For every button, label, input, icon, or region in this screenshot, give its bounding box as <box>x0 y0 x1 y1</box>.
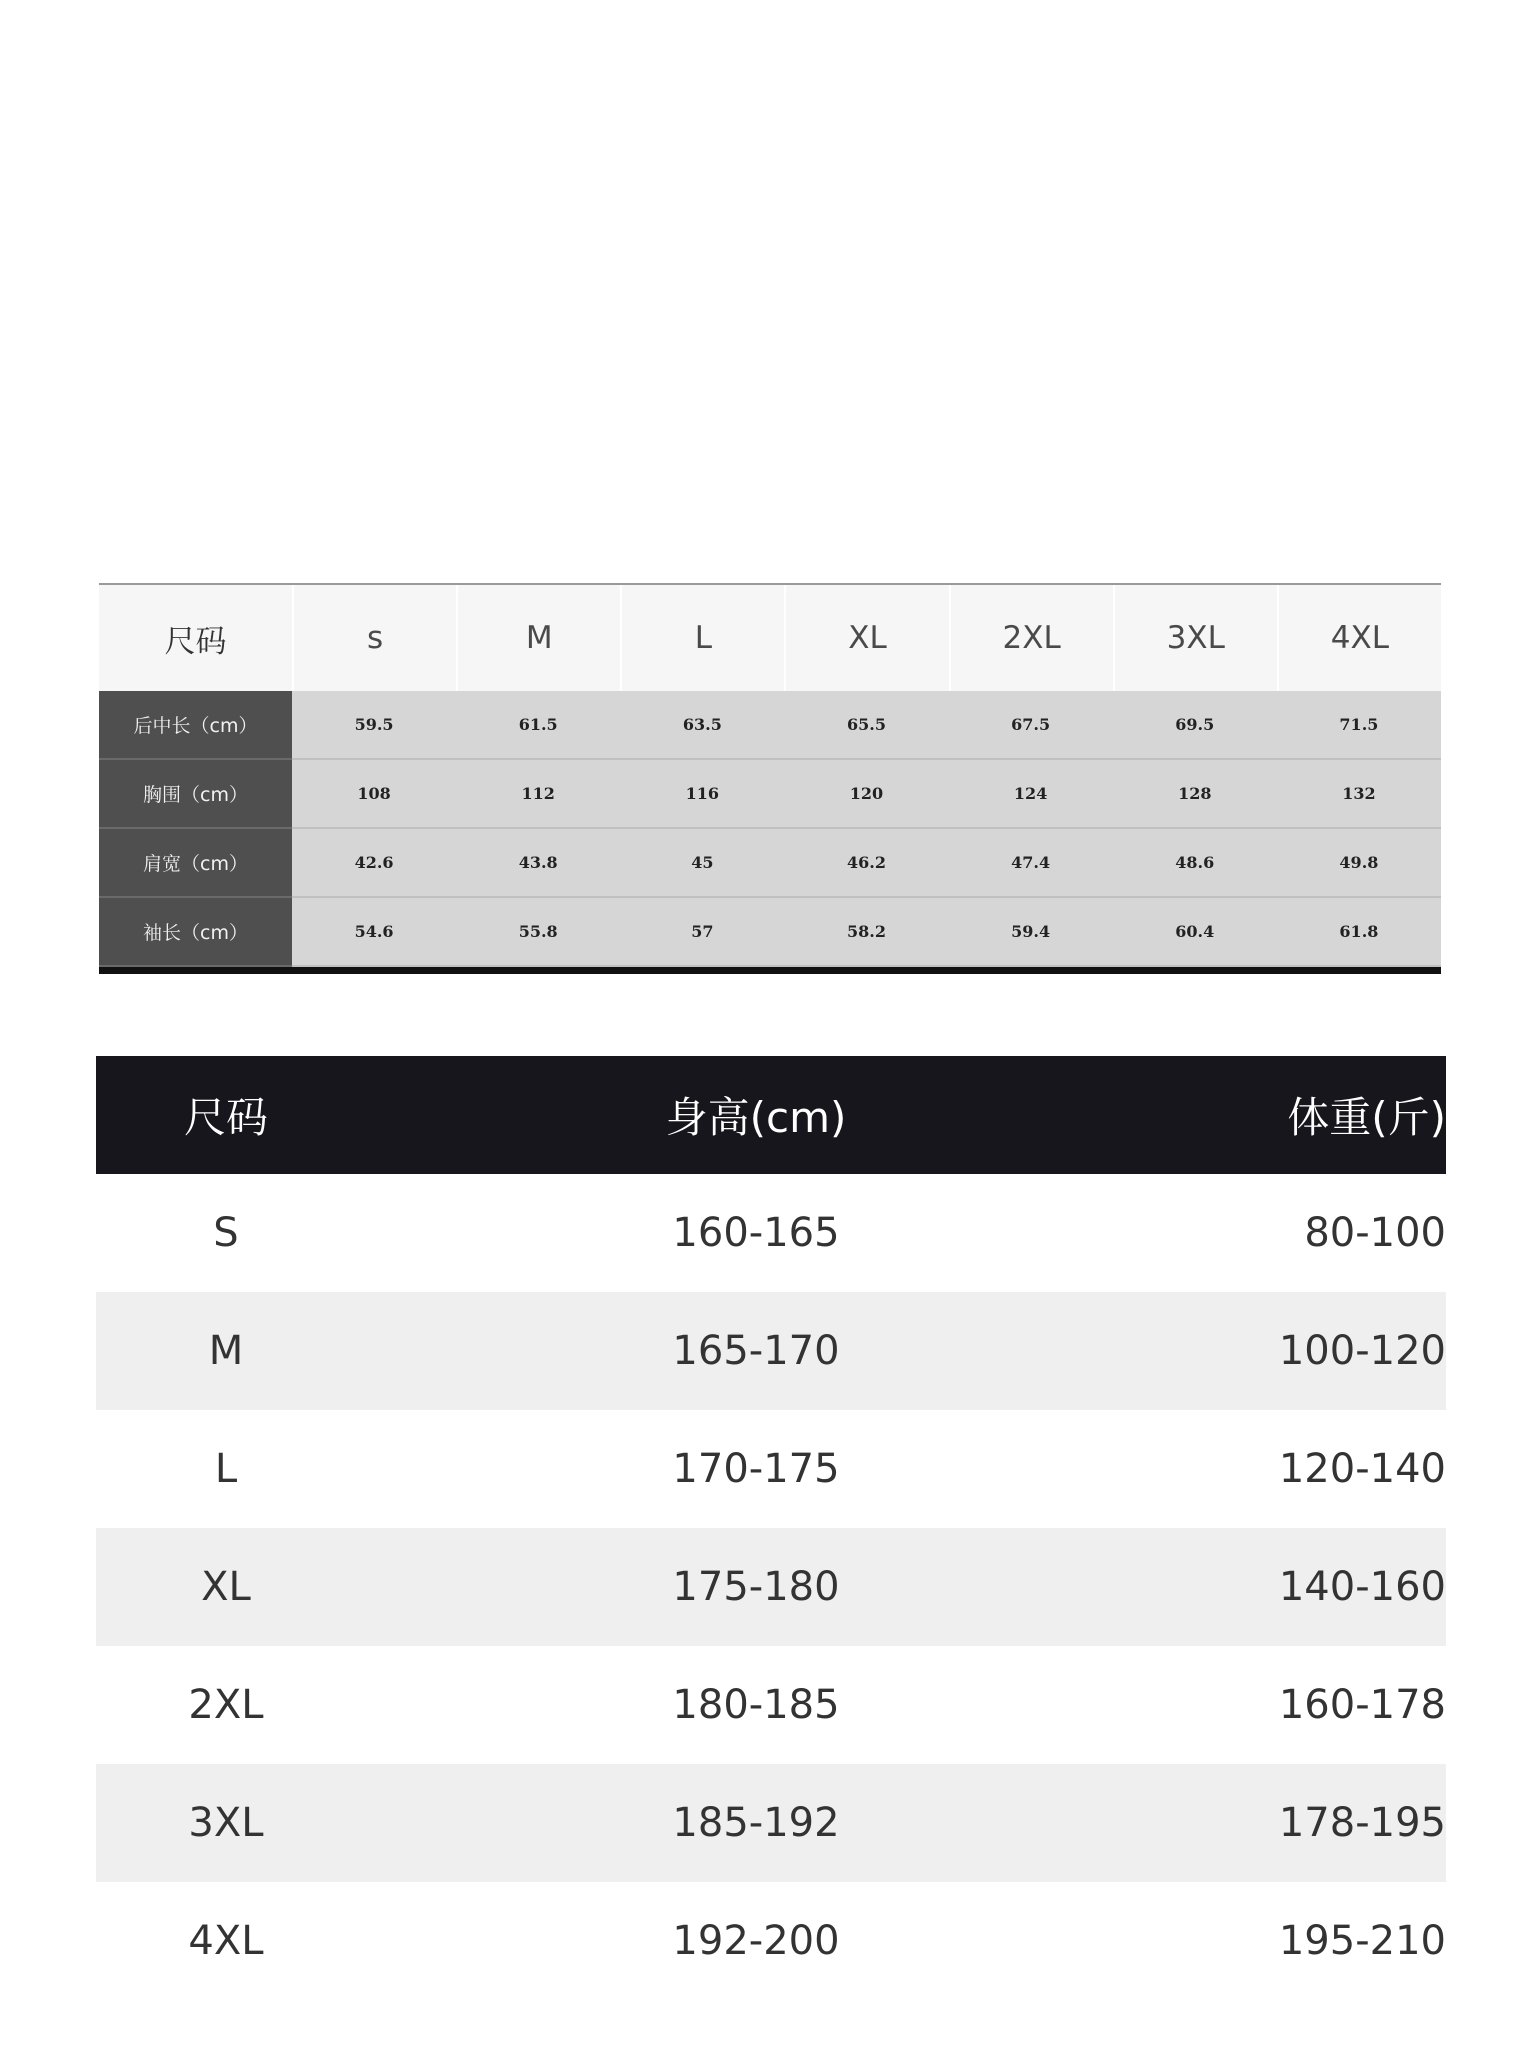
cell: 57 <box>620 898 784 967</box>
cell: 47.4 <box>949 829 1113 898</box>
cell: 71.5 <box>1277 691 1441 760</box>
fit-row <box>96 1410 1446 1528</box>
fit-row <box>96 1882 1446 2000</box>
size-cell: 3XL <box>188 1800 264 1846</box>
row-label: 肩宽（cm） <box>99 829 292 898</box>
measurement-row <box>99 691 1441 760</box>
size-cell: 4XL <box>188 1918 264 1964</box>
size-header-label: 尺码 <box>164 623 227 660</box>
cell: 55.8 <box>456 898 620 967</box>
measurement-header-row <box>99 585 1441 691</box>
height-cell: 175-180 <box>672 1564 840 1610</box>
weight-cell: 80-100 <box>1304 1210 1446 1256</box>
cell: 116 <box>620 760 784 829</box>
fit-row <box>96 1646 1446 1764</box>
cell: 46.2 <box>784 829 948 898</box>
cell: 132 <box>1277 760 1441 829</box>
size-col-header: 4XL <box>1277 585 1441 691</box>
cell: 43.8 <box>456 829 620 898</box>
weight-cell: 178-195 <box>1278 1800 1446 1846</box>
fit-row <box>96 1528 1446 1646</box>
weight-cell: 195-210 <box>1278 1918 1446 1964</box>
cell: 61.8 <box>1277 898 1441 967</box>
fit-row <box>96 1292 1446 1410</box>
cell: 54.6 <box>292 898 456 967</box>
measurement-row <box>99 898 1441 967</box>
cell: 61.5 <box>456 691 620 760</box>
row-label: 后中长（cm） <box>99 691 292 760</box>
size-cell: L <box>214 1446 238 1492</box>
size-cell: S <box>213 1210 239 1256</box>
weight-cell: 140-160 <box>1278 1564 1446 1610</box>
height-cell: 180-185 <box>672 1682 840 1728</box>
measurement-table <box>99 583 1441 974</box>
measurement-row <box>99 760 1441 829</box>
size-col-header: XL <box>784 585 948 691</box>
size-col-header: 2XL <box>949 585 1113 691</box>
height-cell: 170-175 <box>672 1446 840 1492</box>
cell: 49.8 <box>1277 829 1441 898</box>
cell: 108 <box>292 760 456 829</box>
fit-table <box>96 1056 1446 2000</box>
weight-header: 体重(斤) <box>1287 1093 1446 1142</box>
size-header: 尺码 <box>183 1093 268 1142</box>
measurement-row <box>99 829 1441 898</box>
size-col-header: 3XL <box>1113 585 1277 691</box>
cell: 120 <box>784 760 948 829</box>
size-cell: M <box>208 1328 244 1374</box>
height-cell: 185-192 <box>672 1800 840 1846</box>
fit-row <box>96 1174 1446 1292</box>
size-cell: XL <box>201 1564 251 1610</box>
weight-cell: 160-178 <box>1278 1682 1446 1728</box>
size-cell: 2XL <box>188 1682 264 1728</box>
cell: 128 <box>1113 760 1277 829</box>
weight-cell: 120-140 <box>1278 1446 1446 1492</box>
cell: 112 <box>456 760 620 829</box>
cell: 65.5 <box>784 691 948 760</box>
cell: 69.5 <box>1113 691 1277 760</box>
cell: 45 <box>620 829 784 898</box>
cell: 63.5 <box>620 691 784 760</box>
fit-header-row <box>96 1056 1446 1174</box>
height-cell: 165-170 <box>672 1328 840 1374</box>
height-header: 身高(cm) <box>665 1093 847 1142</box>
cell: 60.4 <box>1113 898 1277 967</box>
height-cell: 160-165 <box>672 1210 840 1256</box>
cell: 59.5 <box>292 691 456 760</box>
row-label: 袖长（cm） <box>99 898 292 967</box>
cell: 58.2 <box>784 898 948 967</box>
cell: 42.6 <box>292 829 456 898</box>
cell: 59.4 <box>949 898 1113 967</box>
cell: 124 <box>949 760 1113 829</box>
fit-row <box>96 1764 1446 1882</box>
size-col-header: s <box>292 585 456 691</box>
size-col-header: M <box>456 585 620 691</box>
height-cell: 192-200 <box>672 1918 840 1964</box>
cell: 48.6 <box>1113 829 1277 898</box>
size-col-header: L <box>620 585 784 691</box>
cell: 67.5 <box>949 691 1113 760</box>
weight-cell: 100-120 <box>1278 1328 1446 1374</box>
row-label: 胸围（cm） <box>99 760 292 829</box>
